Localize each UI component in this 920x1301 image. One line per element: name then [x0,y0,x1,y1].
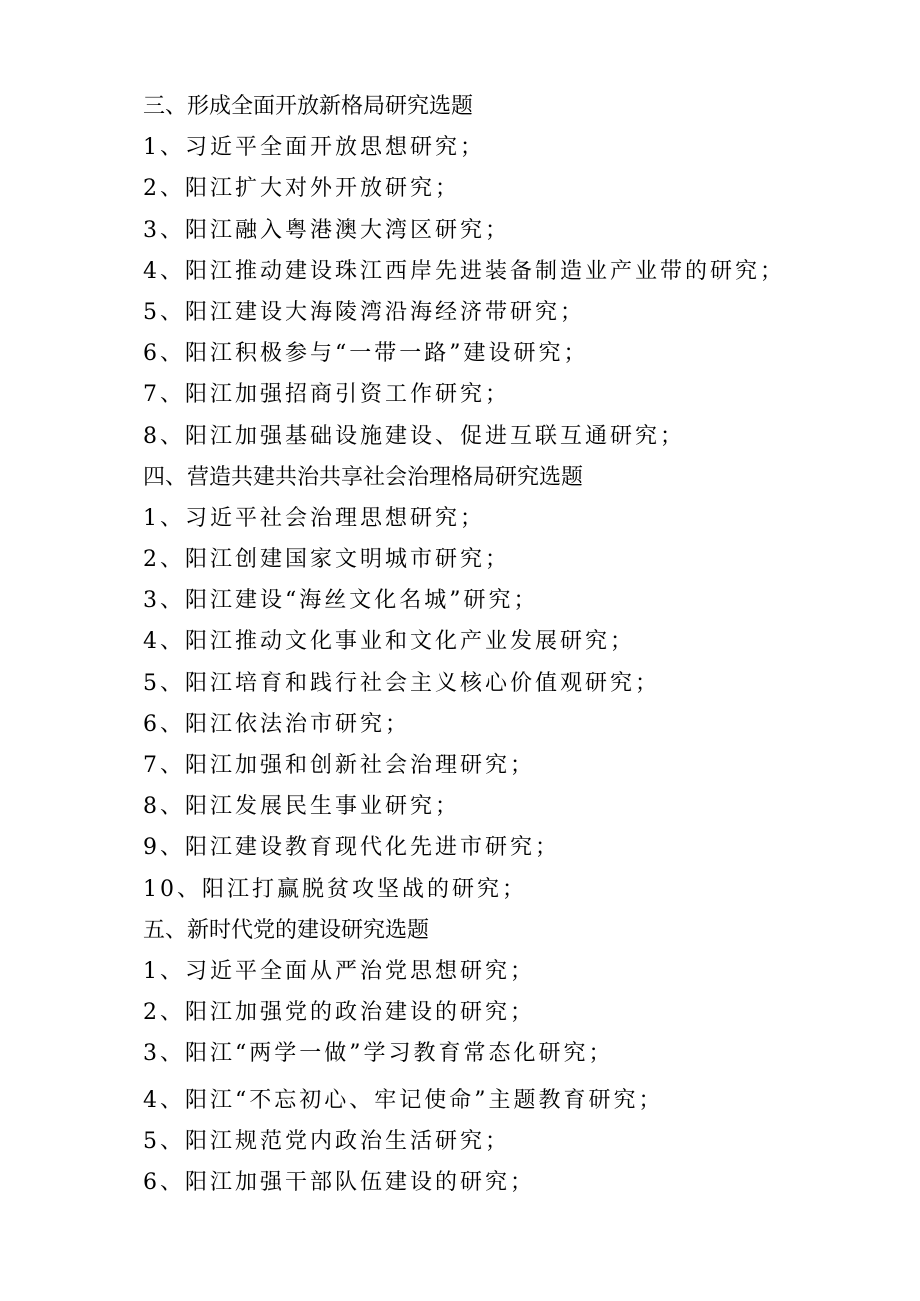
list-item: 2、阳江创建国家文明城市研究； [143,547,510,573]
list-item: 2、阳江加强党的政治建设的研究； [143,1000,535,1026]
list-item: 4、阳江推动文化事业和文化产业发展研究； [143,629,635,655]
list-item: 7、阳江加强和创新社会治理研究； [143,753,535,778]
list-item: 10、阳江打赢脱贫攻坚战的研究； [143,876,527,902]
list-item: 4、阳江“不忘初心、牢记使命”主题教育研究； [143,1087,664,1113]
section-heading: 三、形成全面开放新格局研究选题 [143,94,474,119]
list-item: 8、阳江加强基础设施建设、促进互联互通研究； [143,423,685,449]
section-heading: 四、营造共建共治共享社会治理格局研究选题 [143,464,584,490]
list-item: 8、阳江发展民生事业研究； [143,794,460,820]
list-item: 1、习近平全面从严治党思想研究； [143,958,535,984]
list-item: 3、阳江建设“海丝文化名城”研究； [143,588,539,614]
section-heading: 五、新时代党的建设研究选题 [143,917,430,943]
list-item: 5、阳江规范党内政治生活研究； [143,1128,510,1154]
document-body [143,86,843,1203]
list-item: 3、阳江融入粤港澳大湾区研究； [143,217,510,243]
list-item: 3、阳江“两学一做”学习教育常态化研究； [143,1041,614,1067]
list-item: 6、阳江加强干部队伍建设的研究； [143,1169,535,1195]
list-item: 9、阳江建设教育现代化先进市研究； [143,835,560,861]
list-item: 5、阳江建设大海陵湾沿海经济带研究； [143,299,585,325]
list-item: 6、阳江依法治市研究； [143,711,410,737]
list-item: 6、阳江积极参与“一带一路”建设研究； [143,341,589,367]
list-item: 2、阳江扩大对外开放研究； [143,176,460,202]
list-item: 1、习近平社会治理思想研究； [143,505,485,531]
list-item: 1、习近平全面开放思想研究； [143,135,485,161]
list-item: 4、阳江推动建设珠江西岸先进装备制造业产业带的研究； [143,258,785,284]
list-item: 7、阳江加强招商引资工作研究； [143,382,510,408]
list-item: 5、阳江培育和践行社会主义核心价值观研究； [143,670,660,696]
